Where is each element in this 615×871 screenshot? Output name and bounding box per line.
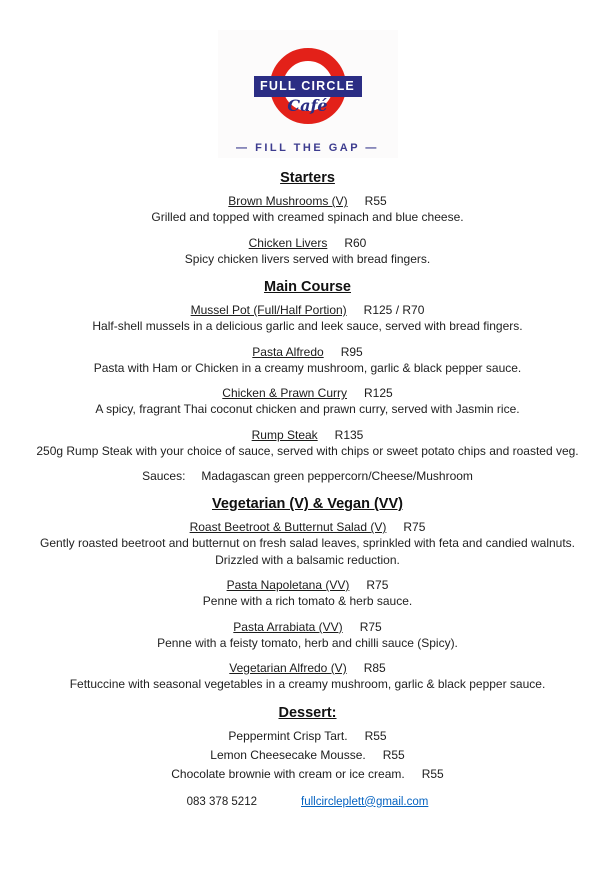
item-title-line	[22, 728, 593, 744]
item-title-line	[22, 235, 593, 251]
item-description: Pasta with Ham or Chicken in a creamy mushroom, garlic & black pepper sauce.	[93, 360, 522, 375]
item-price: R55	[364, 728, 387, 743]
item-price: R55	[421, 766, 444, 781]
item-title-line	[22, 766, 593, 782]
item-title-line	[22, 577, 593, 593]
item-name: Chocolate brownie with cream or ice cream.	[171, 766, 405, 781]
item-name: Mussel Pot (Full/Half Portion)	[190, 303, 347, 317]
item-description: Half-shell mussels in a delicious garlic and leek sauce, served with bread fingers.	[92, 319, 523, 333]
sauces-options: Madagascan green peppercorn/Cheese/Mushroom	[201, 469, 473, 483]
item-title-line	[22, 385, 593, 401]
menu-item	[22, 235, 593, 268]
item-name: Peppermint Crisp Tart.	[228, 728, 348, 743]
cafe-script-name: Café	[287, 96, 328, 115]
menu-item	[22, 385, 593, 418]
item-title-line	[22, 302, 593, 318]
item-price: R135	[334, 427, 364, 442]
item-price: R60	[344, 235, 367, 250]
item-price: R55	[382, 747, 405, 762]
item-price: R75	[359, 619, 382, 634]
section-main-course	[22, 279, 593, 484]
menu-item	[22, 619, 593, 652]
item-description: Penne with a feisty tomato, herb and chilli sauce (Spicy).	[157, 635, 458, 650]
item-name: Roast Beetroot & Butternut Salad (V)	[189, 520, 387, 534]
item-price: R125	[364, 386, 393, 400]
menu-item	[22, 747, 593, 763]
cafe-logo	[218, 30, 398, 158]
item-title-line	[22, 747, 593, 763]
sauces-note	[22, 468, 593, 484]
item-description: Drizzled with a balsamic reduction.	[215, 552, 400, 567]
menu-item	[22, 427, 593, 460]
section-heading-dessert: Dessert:	[278, 704, 337, 721]
item-title-line	[22, 344, 593, 360]
item-title-line	[22, 619, 593, 635]
item-name: Brown Mushrooms (V)	[228, 194, 348, 208]
item-description: Gently roasted beetroot and butternut on fresh salad leaves, sprinkled with feta and candied walnuts.	[40, 536, 575, 550]
menu-content	[0, 170, 615, 782]
section-heading-main-course: Main Course	[263, 279, 351, 295]
item-title-line	[22, 427, 593, 443]
item-name: Chicken & Prawn Curry	[222, 386, 348, 400]
menu-item	[22, 344, 593, 377]
item-price: R55	[364, 194, 387, 208]
item-price: R75	[366, 578, 389, 592]
item-name: Rump Steak	[251, 427, 318, 442]
item-name: Pasta Alfredo	[252, 344, 324, 359]
section-vegetarian-vegan	[22, 496, 593, 693]
item-title-line	[22, 660, 593, 676]
item-name: Pasta Napoletana (VV)	[226, 578, 350, 592]
menu-item	[22, 577, 593, 610]
menu-item	[22, 302, 593, 335]
item-price: R95	[340, 344, 363, 359]
item-description: 250g Rump Steak with your choice of sauce, served with chips or sweet potato chips and roasted veg.	[36, 443, 579, 458]
item-name: Vegetarian Alfredo (V)	[229, 661, 347, 675]
email-link[interactable]: fullcircleplett@gmail.com	[301, 795, 429, 808]
item-description: Spicy chicken livers served with bread fingers.	[184, 251, 431, 266]
item-price: R75	[403, 520, 426, 534]
menu-item	[22, 660, 593, 693]
roundel-bar	[254, 76, 362, 97]
section-heading-starters: Starters	[280, 170, 335, 186]
item-title-line	[22, 193, 593, 209]
menu-item	[22, 193, 593, 226]
item-title-line	[22, 519, 593, 535]
section-starters	[22, 170, 593, 267]
item-description: Penne with a rich tomato & herb sauce.	[202, 594, 413, 608]
cafe-name: FULL CIRCLE	[260, 79, 355, 93]
item-name: Pasta Arrabiata (VV)	[233, 619, 343, 634]
sauces-label: Sauces:	[142, 469, 186, 483]
menu-item	[22, 766, 593, 782]
section-dessert	[22, 705, 593, 782]
menu-item	[22, 519, 593, 568]
item-description: Grilled and topped with creamed spinach and blue cheese.	[151, 210, 464, 224]
item-description: A spicy, fragrant Thai coconut chicken and prawn curry, served with Jasmin rice.	[95, 402, 520, 416]
item-name: Chicken Livers	[248, 235, 328, 250]
item-price: R85	[363, 661, 386, 675]
item-name: Lemon Cheesecake Mousse.	[210, 747, 366, 762]
section-heading-vegetarian-vegan: Vegetarian (V) & Vegan (VV)	[212, 496, 403, 512]
menu-item	[22, 728, 593, 744]
cafe-tagline: — FILL THE GAP —	[236, 142, 379, 154]
item-price: R125 / R70	[363, 303, 425, 317]
item-description: Fettuccine with seasonal vegetables in a creamy mushroom, garlic & black pepper sauce.	[69, 677, 546, 691]
footer	[0, 796, 615, 808]
phone-number: 083 378 5212	[186, 795, 257, 808]
